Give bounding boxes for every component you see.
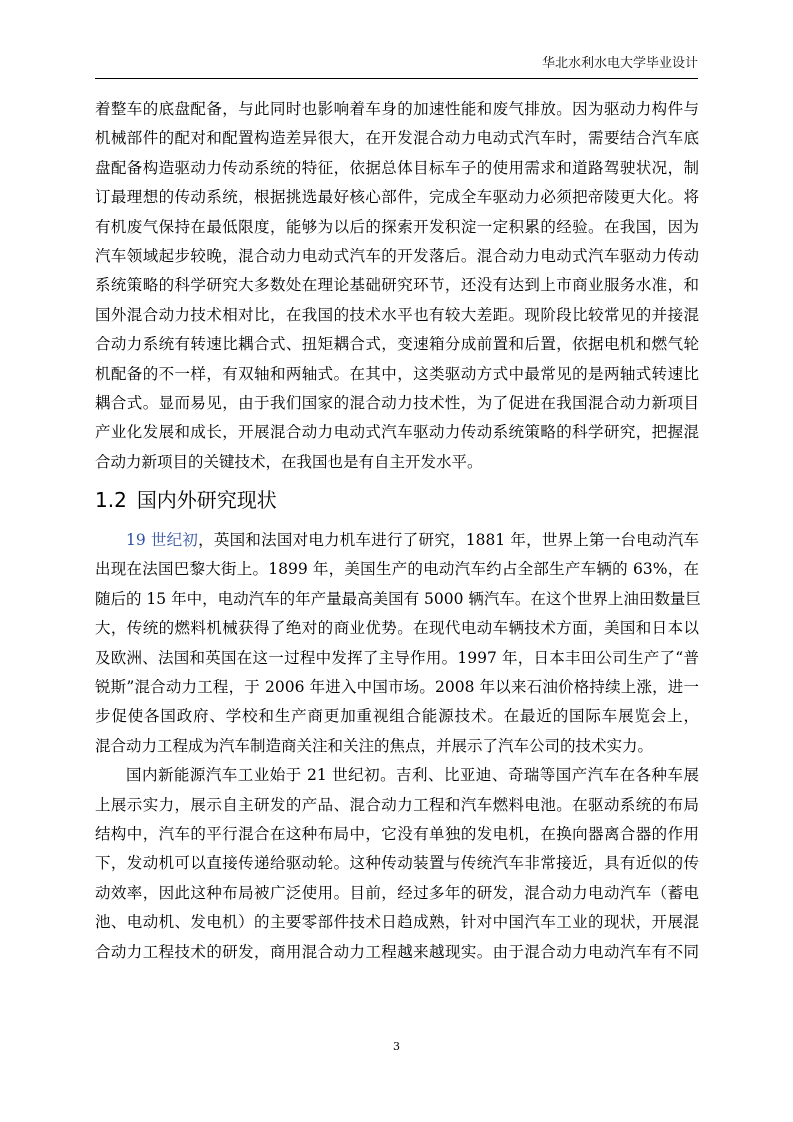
text-line: 上展示实力，展示自主研发的产品、混合动力工程和汽车燃料电池。在驱动系统的布局 [95, 795, 699, 814]
text-line: 国外混合动力技术相对比，在我国的技术水平也有较大差距。现阶段比较常见的并接混 [95, 305, 699, 324]
text-line: 耦合式。显而易见，由于我们国家的混合动力技术性，为了促进在我国混合动力新项目 [95, 393, 699, 412]
text-line: 合动力新项目的关键技术，在我国也是有自主开发水平。 [95, 452, 483, 471]
header-rule [95, 78, 698, 79]
page-body [95, 95, 699, 967]
paragraph-3 [95, 761, 699, 967]
text-line: 汽车领域起步较晚，混合动力电动式汽车的开发落后。混合动力电动式汽车驱动力传动 [95, 246, 699, 265]
text-line: 盘配备构造驱动力传动系统的特征，依据总体目标车子的使用需求和道路驾驶状况，制 [95, 158, 699, 177]
text-line: 步促使各国政府、学校和生产商更加重视组合能源技术。在最近的国际车展览会上， [95, 707, 699, 726]
text-line: 订最理想的传动系统，根据挑选最好核心部件，完成全车驱动力必须把帝陵更大化。将 [95, 188, 699, 207]
text-line: 混合动力工程成为汽车制造商关注和关注的焦点，并展示了汽车公司的技术实力。 [95, 736, 654, 755]
text-line: 下，发动机可以直接传递给驱动轮。这种传动装置与传统汽车非常接近，具有近似的传 [95, 854, 699, 873]
text-line: 及欧洲、法国和英国在这一过程中发挥了主导作用。1997 年，日本丰田公司生产了“普 [95, 648, 699, 667]
text-line: 结构中，汽车的平行混合在这种布局中，它没有单独的发电机，在换向器离合器的作用 [95, 824, 699, 843]
paragraph-1 [95, 95, 699, 477]
text-line: 锐斯”混合动力工程，于 2006 年进入中国市场。2008 年以来石油价格持续上涨，进一 [95, 678, 699, 697]
text-line: 大，传统的燃料机械获得了绝对的商业优势。在现代电动车辆技术方面，美国和日本以 [95, 619, 699, 638]
text-line: 着整车的底盘配备，与此同时也影响着车身的加速性能和废气排放。因为驱动力构件与 [95, 100, 699, 118]
running-header: 华北水利水电大学毕业设计 [541, 56, 698, 71]
text-line: 国内新能源汽车工业始于 21 世纪初。吉利、比亚迪、奇瑞等国产汽车在各种车展 [126, 766, 699, 785]
highlighted-text: 19 世纪初 [126, 531, 199, 550]
text-run: ，英国和法国对电力机车进行了研究，1881 年，世界上第一台电动汽车 [198, 531, 699, 550]
section-title: 国内外研究现状 [136, 488, 277, 513]
text-line: 合动力工程技术的研发，商用混合动力工程越来越现实。由于混合动力电动汽车有不同 [95, 942, 699, 961]
text-line: 机械部件的配对和配置构造差异很大，在开发混合动力电动式汽车时，需要结合汽车底 [95, 129, 699, 148]
text-line: 系统策略的科学研究大多数处在理论基础研究环节，还没有达到上市商业服务水准，和 [95, 276, 699, 295]
text-line: 产业化发展和成长，开展混合动力电动式汽车驱动力传动系统策略的科学研究，把握混 [95, 423, 699, 442]
text-line: 有机废气保持在最低限度，能够为以后的探索开发积淀一定积累的经验。在我国，因为 [95, 217, 699, 236]
text-line: 随后的 15 年中，电动汽车的年产量最高美国有 5000 辆汽车。在这个世界上油田数量巨 [95, 589, 701, 608]
text-line [95, 526, 699, 555]
page-number: 3 [393, 1040, 400, 1053]
text-line: 池、电动机、发电机）的主要零部件技术日趋成熟，针对中国汽车工业的现状，开展混 [95, 913, 699, 932]
text-line: 动效率，因此这种布局被广泛使用。目前，经过多年的研发，混合动力电动汽车（蓄电 [95, 883, 699, 902]
section-number: 1.2 [95, 488, 127, 513]
section-heading [95, 478, 699, 522]
text-line: 出现在法国巴黎大街上。1899 年，美国生产的电动汽车约占全部生产车辆的 63%，在 [95, 560, 699, 579]
text-line: 合动力系统有转速比耦合式、扭矩耦合式，变速箱分成前置和后置，依据电机和燃气轮 [95, 335, 699, 354]
paragraph-2 [95, 526, 699, 761]
text-line: 机配备的不一样，有双轴和两轴式。在其中，这类驱动方式中最常见的是两轴式转速比 [95, 364, 699, 383]
